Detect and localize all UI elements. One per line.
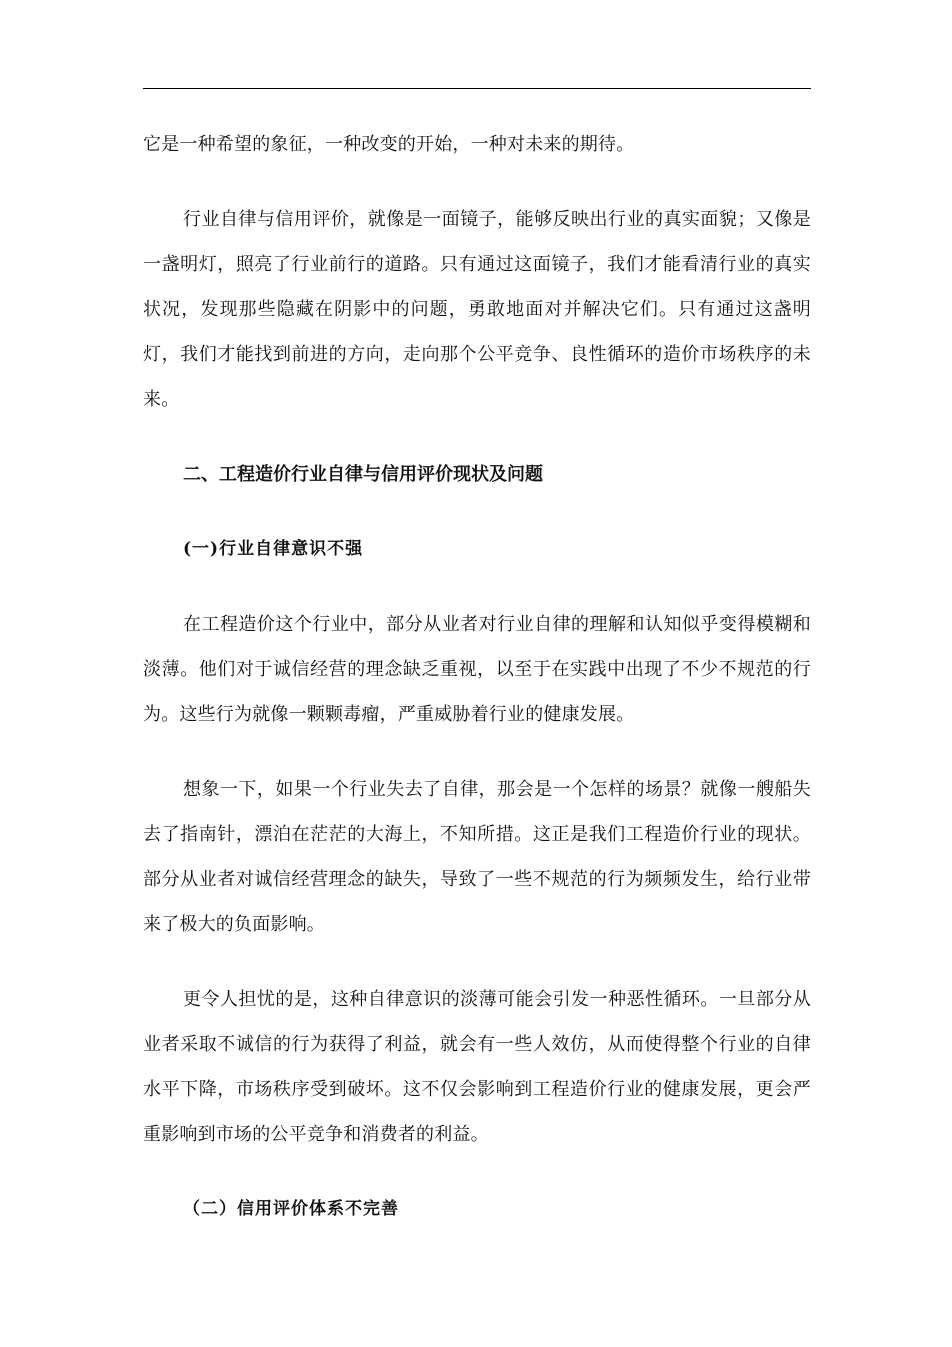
section-heading: 二、工程造价行业自律与信用评价现状及问题: [183, 464, 543, 485]
paragraph-self-discipline: 在工程造价这个行业中，部分从业者对行业自律的理解和认知似乎变得模糊和淡薄。他们对于诚信经营的理念缺乏重视，以至于在实践中出现了不少不规范的行为。这些行为就像一颗颗毒瘤，严重威胁着行业的健康发展。: [143, 614, 811, 725]
paragraph-compass: 想象一下，如果一个行业失去了自律，那会是一个怎样的场景？就像一艘船失去了指南针，漂泊在茫茫的大海上，不知所措。这正是我们工程造价行业的现状。部分从业者对诚信经营理念的缺失，导致了一些不规范的行为频频发生，给行业带来了极大的负面影响。: [143, 779, 811, 935]
paragraph-vicious-cycle: 更令人担忧的是，这种自律意识的淡薄可能会引发一种恶性循环。一旦部分从业者采取不诚信的行为获得了利益，就会有一些人效仿，从而使得整个行业的自律水平下降，市场秩序受到破坏。这不仅会影响到工程造价行业的健康发展，更会严重影响到市场的公平竞争和消费者的利益。: [143, 989, 811, 1145]
paragraph-mirror-lamp: 行业自律与信用评价，就像是一面镜子，能够反映出行业的真实面貌；又像是一盏明灯，照亮了行业前行的道路。只有通过这面镜子，我们才能看清行业的真实状况，发现那些隐藏在阴影中的问题，勇敢地面对并解决它们。只有通过这盏明灯，我们才能找到前进的方向，走向那个公平竞争、良性循环的造价市场秩序的未来。: [143, 209, 811, 410]
subsection-heading-1: (一)行业自律意识不强: [183, 539, 364, 559]
header-rule: [143, 88, 811, 89]
subsection-heading-2: （二）信用评价体系不完善: [183, 1199, 399, 1219]
document-body: [143, 122, 811, 1262]
paragraph-continuation: 它是一种希望的象征，一种改变的开始，一种对未来的期待。: [143, 134, 635, 155]
